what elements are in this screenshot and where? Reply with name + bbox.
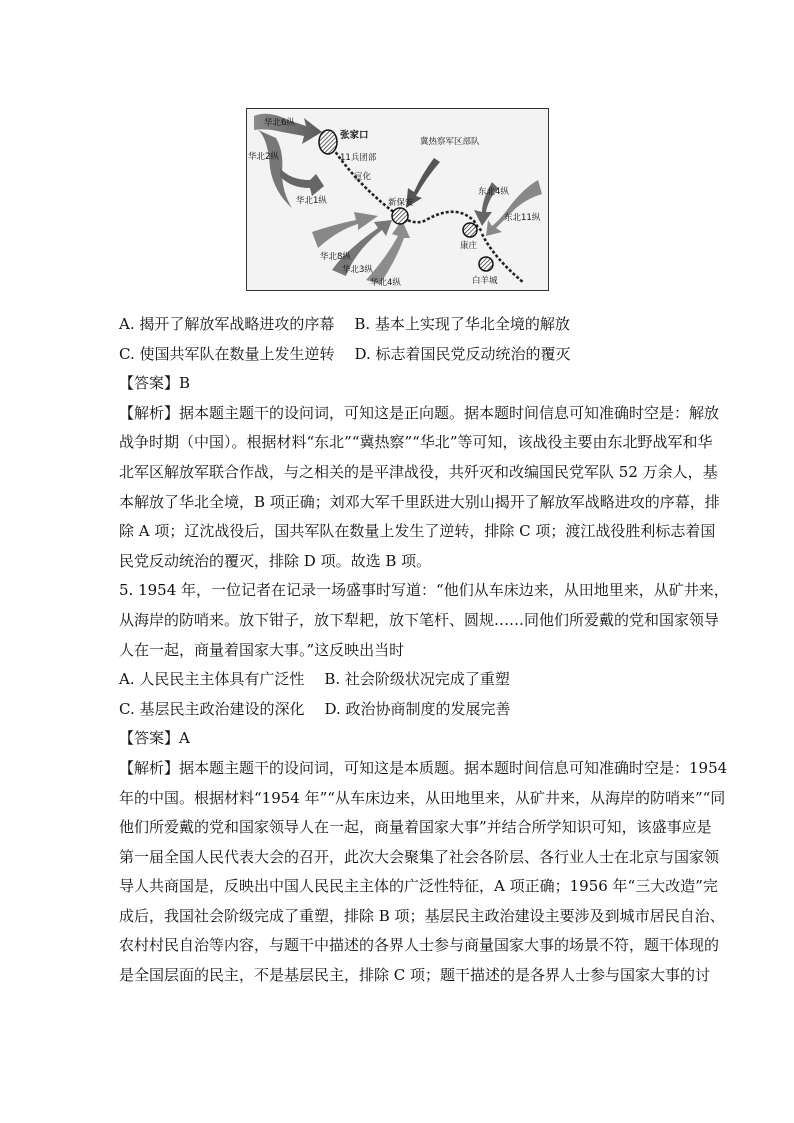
label-huabei8: 华北8纵 (320, 252, 351, 262)
q4-options-row-1 (119, 310, 689, 340)
q5-analysis-line: 导人共商国是，反映出中国人民民主主体的广泛性特征，A 项正确；1956 年“三大改造”完 (119, 877, 718, 896)
battle-map (246, 108, 549, 291)
q4-analysis-line: 民党反动统治的覆灭，排除 D 项。故选 B 项。 (119, 551, 432, 570)
q4-option-b: B. 基本上实现了华北全境的解放 (354, 315, 570, 333)
q5-options-row-2 (119, 695, 689, 725)
q5-stem-line: 从海岸的防哨来。放下钳子，放下犁耙，放下笔杆、圆规……同他们所爱戴的党和国家领导 (119, 610, 720, 629)
q5-options-row-1 (119, 665, 689, 695)
q5-analysis-line: 【解析】据本题主题干的设问词，可知这是本质题。据本题时间信息可知准确时空是：1954 (119, 758, 728, 777)
q5-analysis-line: 他们所爱戴的党和国家领导人在一起，商量着国家大事”并结合所学知识可知，该盛事应是 (119, 818, 712, 837)
q4-analysis-line: 除 A 项；辽沈战役后，国共军队在数量上发生了逆转，排除 C 项；渡江战役胜利标志着国 (119, 522, 716, 541)
label-xuanhua: 宣化 (354, 172, 372, 182)
q5-option-b: B. 社会阶级状况完成了重塑 (324, 670, 510, 689)
city-kangzhuang-marker (463, 223, 477, 237)
q4-answer: 【答案】B (119, 374, 191, 393)
label-huabei6: 华北6纵 (264, 118, 295, 128)
q4-analysis-line: 战争时期（中国）。根据材料“东北”“冀热察”“华北”等可知，该战役主要由东北野战军和华 (119, 433, 713, 452)
label-jirecha: 冀热察军区部队 (420, 137, 480, 147)
q5-stem-line: 人在一起，商量着国家大事。”这反映出当时 (119, 640, 405, 659)
q5-option-a: A. 人民民主主体具有广泛性 (119, 670, 305, 689)
label-baiyangcheng: 白羊城 (472, 276, 498, 286)
q4-analysis-line: 本解放了华北全境，B 项正确；刘邓大军千里跃进大别山揭开了解放军战略进攻的序幕，排 (119, 492, 720, 511)
label-xinbaoan: 新保安 (388, 198, 414, 208)
q5-analysis-line: 成后，我国社会阶级完成了重塑，排除 B 项；基层民主政治建设主要涉及到城市居民自治、 (119, 906, 725, 925)
label-dongbei4: 东北4纵 (478, 187, 509, 197)
battle-map-svg (246, 108, 549, 291)
q4-analysis-line: 【解析】据本题主题干的设问词，可知这是正向题。据本题时间信息可知准确时空是：解放 (119, 403, 720, 422)
label-bingtuan11: 11兵团部 (340, 153, 377, 163)
label-kangzhuang: 康庄 (460, 241, 478, 251)
label-huabei1: 华北1纵 (296, 196, 327, 206)
label-zhangjiakou: 张家口 (340, 130, 369, 141)
label-dongbei11: 东北11纵 (504, 213, 541, 223)
q5-option-d: D. 政治协商制度的发展完善 (324, 699, 511, 718)
city-xinbaoan-marker (392, 208, 408, 224)
q5-stem-line: 5. 1954 年，一位记者在记录一场盛事时写道：“他们从车床边来，从田地里来，从矿井来， (119, 581, 729, 600)
q4-analysis-line: 北军区解放军联合作战，与之相关的是平津战役，共歼灭和改编国民党军队 52 万余人，基 (119, 462, 718, 481)
label-huabei3: 华北3纵 (342, 265, 373, 275)
label-huabei2: 华北2纵 (248, 152, 279, 162)
q4-option-c: C. 使国共军队在数量上发生逆转 (119, 344, 335, 363)
label-huabei4: 华北4纵 (370, 278, 401, 288)
q4-option-a: A. 揭开了解放军战略进攻的序幕 (119, 315, 335, 333)
q4-option-d: D. 标志着国民党反动统治的覆灭 (354, 344, 571, 363)
q5-analysis-line: 农村村民自治等内容，与题干中描述的各界人士参与商量国家大事的场景不符，题干体现的 (119, 936, 720, 955)
q5-option-c: C. 基层民主政治建设的深化 (119, 699, 305, 718)
city-baiyangcheng-marker (479, 257, 493, 271)
q5-answer: 【答案】A (119, 729, 190, 748)
q5-analysis-line: 年的中国。根据材料“1954 年”“从车床边来，从田地里来，从矿井来，从海岸的防哨来”“同 (119, 788, 726, 807)
q4-options-row-2 (119, 340, 689, 370)
city-zhangjiakou-marker (319, 130, 337, 154)
q5-analysis-line: 第一届全国人民代表大会的召开，此次大会聚集了社会各阶层、各行业人士在北京与国家领 (119, 847, 720, 866)
q5-analysis-line: 是全国层面的民主，不是基层民主，排除 C 项；题干描述的是各界人士参与国家大事的讨 (119, 966, 711, 985)
document-body (119, 310, 729, 991)
